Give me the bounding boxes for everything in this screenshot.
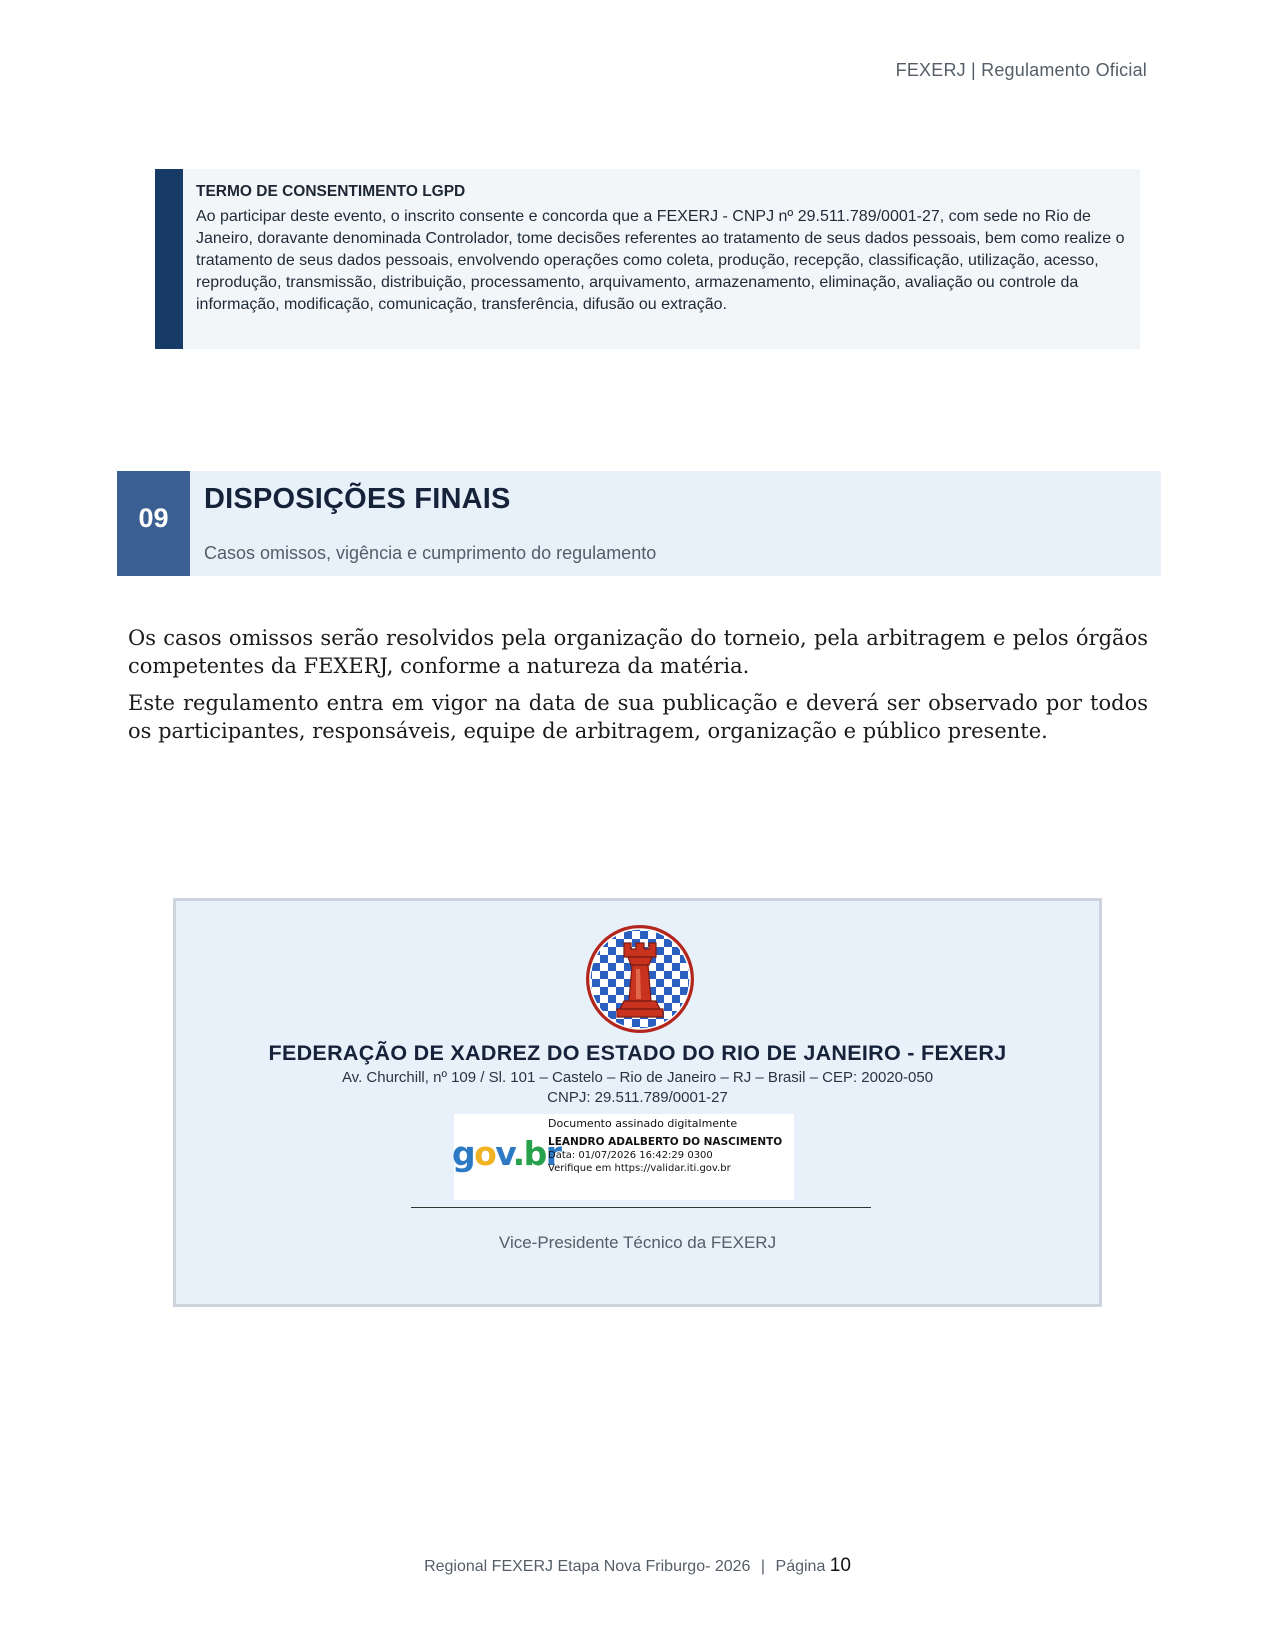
- organization-cnpj: CNPJ: 29.511.789/0001-27: [547, 1089, 728, 1106]
- signature-details: [548, 1117, 782, 1174]
- page-footer: [0, 1555, 1275, 1577]
- signature-verify: Verifique em https://validar.iti.gov.br: [548, 1163, 731, 1174]
- footer-separator: |: [760, 1558, 766, 1575]
- footer-page-label: Página: [775, 1558, 826, 1575]
- paragraph: Os casos omissos serão resolvidos pela organização do torneio, pela arbitragem e pelos órgãos competentes da FEXERJ, conforme a natureza da matéria.: [128, 626, 1148, 678]
- signer-name: LEANDRO ADALBERTO DO NASCIMENTO: [548, 1136, 783, 1148]
- lgpd-accent-bar: [155, 169, 183, 349]
- page-number: 10: [829, 1555, 851, 1576]
- body-text: [128, 624, 1148, 754]
- govbr-logo-icon: gov.br: [452, 1134, 561, 1173]
- organization-address: Av. Churchill, nº 109 / Sl. 101 – Castelo – Rio de Janeiro – RJ – Brasil – CEP: 20020-050: [341, 1069, 934, 1086]
- section-number: 09: [117, 471, 190, 576]
- signer-role: Vice-Presidente Técnico da FEXERJ: [498, 1233, 777, 1252]
- organization-name: FEDERAÇÃO DE XADREZ DO ESTADO DO RIO DE JANEIRO - FEXERJ: [268, 1041, 1007, 1065]
- lgpd-content: [196, 183, 1126, 316]
- footer-text: Regional FEXERJ Etapa Nova Friburgo- 2026: [424, 1558, 751, 1575]
- paragraph: Este regulamento entra em vigor na data de sua publicação e deverá ser observado por todos os participantes, responsáveis, equipe de arbitragem, organização e público presente.: [128, 691, 1148, 743]
- lgpd-body: Ao participar deste evento, o inscrito consente e concorda que a FEXERJ - CNPJ nº 29.511.789/0001-27, com sede no Rio de Janeiro, doravante denominada Controlador, tome decisões referentes ao tratamento de seus dados pessoais, bem como realize o tratamento de seus dados pessoais, envolvendo operações como coleta, produção, recepção, classificação, utilização, acesso, reprodução, transmissão, distribuição, processamento, arquivamento, armazenamento, eliminação, avaliação ou controle da informação, modificação, comunicação, transferência, difusão ou extração.: [196, 208, 1125, 313]
- signature-date: Data: 01/07/2026 16:42:29 0300: [548, 1150, 713, 1161]
- lgpd-consent-box: [155, 169, 1140, 349]
- signature-card: [173, 898, 1102, 1307]
- lgpd-title: TERMO DE CONSENTIMENTO LGPD: [196, 183, 466, 200]
- section-subtitle: Casos omissos, vigência e cumprimento do regulamento: [204, 543, 657, 563]
- section-title: DISPOSIÇÕES FINAIS: [204, 483, 511, 515]
- chess-rook-crest-icon: [584, 923, 696, 1035]
- page-header: FEXERJ | Regulamento Oficial: [895, 60, 1147, 80]
- digital-signature-stamp: [454, 1114, 794, 1200]
- signature-line: [411, 1207, 871, 1208]
- signature-label: Documento assinado digitalmente: [548, 1117, 738, 1130]
- section-header: [117, 471, 1161, 576]
